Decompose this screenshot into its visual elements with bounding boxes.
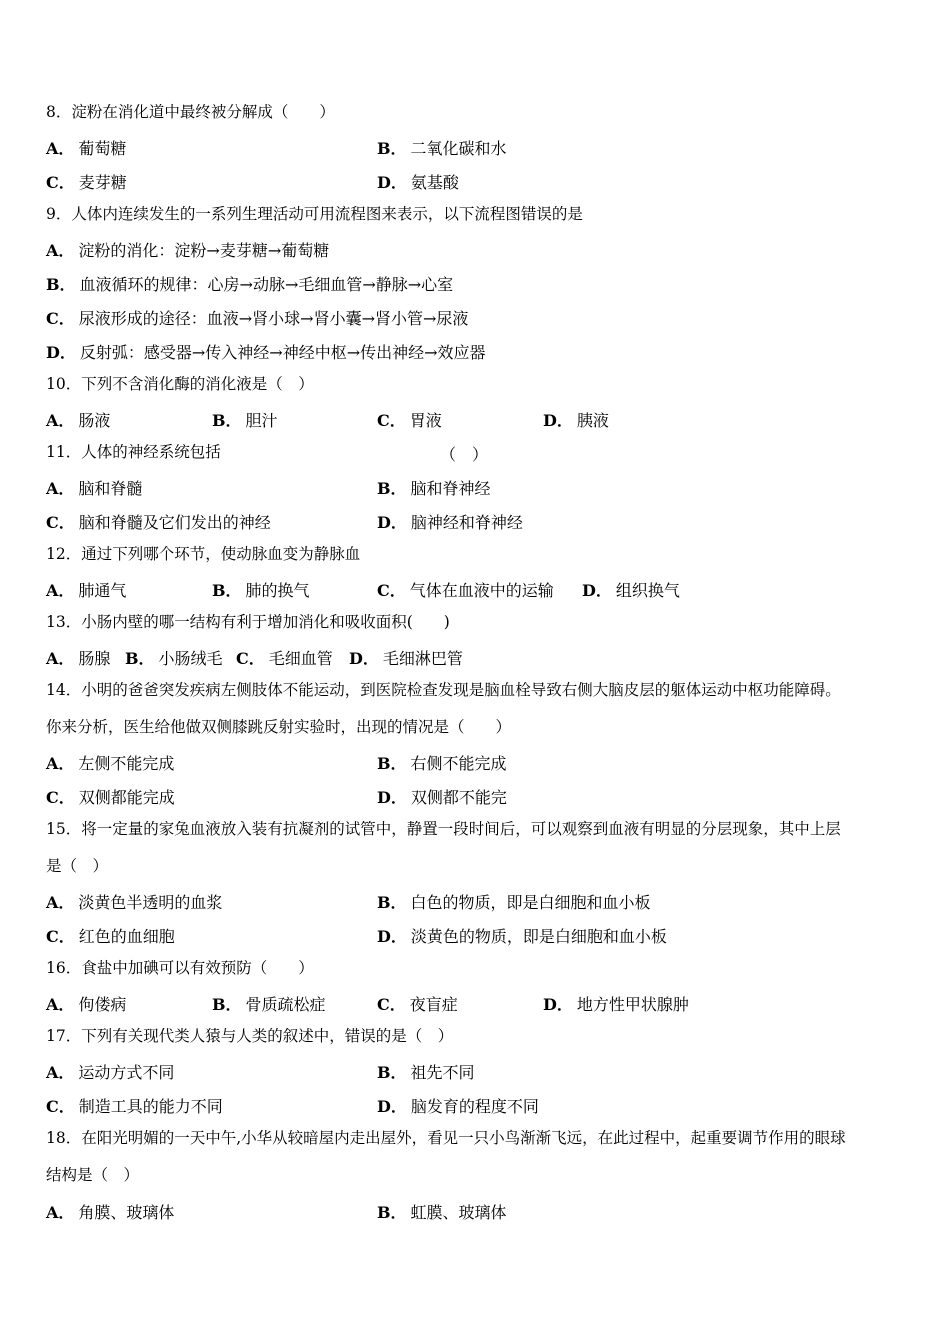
option-label: B． [377,1203,407,1222]
option-label: A． [46,411,75,430]
option-label: B． [377,754,407,773]
q15-option-a [46,890,222,913]
option-text: 肺的换气 [245,581,310,600]
q8-option-c [46,170,127,193]
option-text: 红色的血细胞 [78,927,175,946]
option-text: 二氧化碳和水 [410,139,507,158]
option-text: 右侧不能完成 [410,754,507,773]
option-label: B． [212,411,242,430]
option-label: A． [46,995,75,1014]
q16-option-d [543,992,689,1015]
q9-option-b [46,272,453,295]
question-16-stem: 16．食盐中加碘可以有效预防（ ） [46,959,314,977]
option-label: D． [377,927,407,946]
q9-option-d [46,340,486,363]
q14-option-d [377,785,507,808]
option-text: 脑发育的程度不同 [410,1097,539,1116]
option-label: D． [543,411,573,430]
q12-option-a [46,578,126,601]
option-text: 淡黄色的物质，即是白细胞和血小板 [410,927,667,946]
q14-option-c [46,785,175,808]
q12-option-b [212,578,310,601]
option-label: D． [349,649,379,668]
option-label: C． [46,1097,75,1116]
option-label: B． [212,581,242,600]
q8-option-a [46,136,126,159]
q17-option-a [46,1060,174,1083]
option-text: 角膜、玻璃体 [78,1203,175,1222]
option-label: A． [46,649,75,668]
option-text: 夜盲症 [409,995,458,1014]
option-label: D． [582,581,612,600]
option-label: B． [46,275,76,294]
option-label: C． [377,995,406,1014]
option-label: B． [377,893,407,912]
option-text: 反射弧：感受器→传入神经→神经中枢→传出神经→效应器 [79,343,486,362]
q8-option-d [377,170,459,193]
q12-option-c [377,578,554,601]
option-label: C． [46,309,75,328]
option-label: B． [377,479,407,498]
option-text: 淀粉的消化：淀粉→麦芽糖→葡萄糖 [78,241,330,260]
question-17-stem: 17．下列有关现代类人猿与人类的叙述中，错误的是（ ） [46,1027,454,1045]
q16-option-c [377,992,458,1015]
q10-option-a [46,408,110,431]
question-9-stem: 9．人体内连续发生的一系列生理活动可用流程图来表示，以下流程图错误的是 [46,205,583,223]
option-text: 毛细血管 [268,649,333,668]
option-text: 脑和脊髓 [78,479,143,498]
option-text: 小肠绒毛 [158,649,223,668]
q12-option-d [582,578,680,601]
option-text: 双侧都不能完 [410,788,507,807]
option-text: 胃液 [409,411,442,430]
option-label: A． [46,1203,75,1222]
q8-option-b [377,136,507,159]
option-text: 淡黄色半透明的血浆 [78,893,223,912]
option-text: 肠液 [78,411,111,430]
q13-option-d [349,646,463,669]
option-label: B． [212,995,242,1014]
option-text: 毛细淋巴管 [382,649,463,668]
q18-option-b [377,1200,507,1223]
option-text: 祖先不同 [410,1063,475,1082]
option-text: 脑和脊神经 [410,479,491,498]
q11-option-c [46,510,271,533]
option-label: C． [46,513,75,532]
q18-option-a [46,1200,174,1223]
q13-option-c [236,646,333,669]
option-text: 气体在血液中的运输 [409,581,554,600]
question-18-stem: 18．在阳光明媚的一天中午,小华从较暗屋内走出屋外，看见一只小鸟渐渐飞远，在此过程中，起重要调节作用的眼球 [46,1129,846,1147]
option-text: 虹膜、玻璃体 [410,1203,507,1222]
option-text: 尿液形成的途径：血液→肾小球→肾小囊→肾小管→尿液 [78,309,469,328]
option-label: A． [46,479,75,498]
option-label: C． [377,581,406,600]
q17-option-b [377,1060,475,1083]
option-label: B． [377,139,407,158]
question-8-stem: 8．淀粉在消化道中最终被分解成（ ） [46,103,335,121]
q11-option-b [377,476,491,499]
option-label: A． [46,754,75,773]
question-12-stem: 12．通过下列哪个环节，使动脉血变为静脉血 [46,545,361,563]
option-text: 血液循环的规律：心房→动脉→毛细血管→静脉→心室 [79,275,454,294]
q10-option-d [543,408,609,431]
option-label: B． [377,1063,407,1082]
question-15-stem-cont: 是（ ） [46,857,109,875]
option-text: 胆汁 [245,411,278,430]
option-label: D． [377,173,407,192]
option-text: 骨质疏松症 [245,995,326,1014]
option-label: D． [377,788,407,807]
option-text: 麦芽糖 [78,173,127,192]
q14-option-b [377,751,507,774]
question-14-stem: 14．小明的爸爸突发疾病左侧肢体不能运动，到医院检查发现是脑血栓导致右侧大脑皮层的躯体运动中枢功能障碍。 [46,681,841,699]
option-text: 运动方式不同 [78,1063,175,1082]
option-label: C． [46,173,75,192]
option-text: 脑和脊髓及它们发出的神经 [78,513,271,532]
option-text: 佝偻病 [78,995,127,1014]
option-label: A． [46,581,75,600]
q13-option-a [46,646,110,669]
option-label: A． [46,1063,75,1082]
question-18-stem-cont: 结构是（ ） [46,1166,140,1184]
option-label: D． [377,1097,407,1116]
question-13-stem: 13．小肠内壁的哪一结构有利于增加消化和吸收面积( ) [46,613,450,631]
option-text: 白色的物质，即是白细胞和血小板 [410,893,651,912]
option-text: 胰液 [576,411,609,430]
q9-option-a [46,238,329,261]
option-label: B． [125,649,155,668]
question-15-stem: 15．将一定量的家兔血液放入装有抗凝剂的试管中，静置一段时间后，可以观察到血液有明显的分层现象，其中上层 [46,820,841,838]
q9-option-c [46,306,468,329]
option-text: 制造工具的能力不同 [78,1097,223,1116]
option-label: D． [377,513,407,532]
q17-option-c [46,1094,223,1117]
q16-option-b [212,992,326,1015]
q10-option-c [377,408,442,431]
q10-option-b [212,408,278,431]
question-11-paren: （ ） [440,445,489,464]
option-label: C． [46,927,75,946]
option-text: 地方性甲状腺肿 [576,995,689,1014]
option-label: A． [46,241,75,260]
option-text: 葡萄糖 [78,139,127,158]
q13-option-b [125,646,223,669]
option-text: 肠腺 [78,649,111,668]
option-text: 组织换气 [615,581,680,600]
q15-option-c [46,924,175,947]
q16-option-a [46,992,126,1015]
q15-option-b [377,890,651,913]
option-label: A． [46,139,75,158]
option-text: 肺通气 [78,581,127,600]
option-label: A． [46,893,75,912]
option-label: C． [46,788,75,807]
q14-option-a [46,751,174,774]
option-label: C． [377,411,406,430]
question-11-stem: 11．人体的神经系统包括 [46,443,221,461]
option-label: D． [543,995,573,1014]
question-14-stem-cont: 你来分析，医生给他做双侧膝跳反射实验时，出现的情况是（ ） [46,718,512,736]
q11-option-d [377,510,523,533]
option-text: 氨基酸 [410,173,459,192]
option-text: 双侧都能完成 [78,788,175,807]
option-label: C． [236,649,265,668]
option-text: 脑神经和脊神经 [410,513,523,532]
q17-option-d [377,1094,539,1117]
question-10-stem: 10．下列不含消化酶的消化液是（ ） [46,375,314,393]
option-text: 左侧不能完成 [78,754,175,773]
option-label: D． [46,343,76,362]
q11-option-a [46,476,142,499]
q15-option-d [377,924,667,947]
